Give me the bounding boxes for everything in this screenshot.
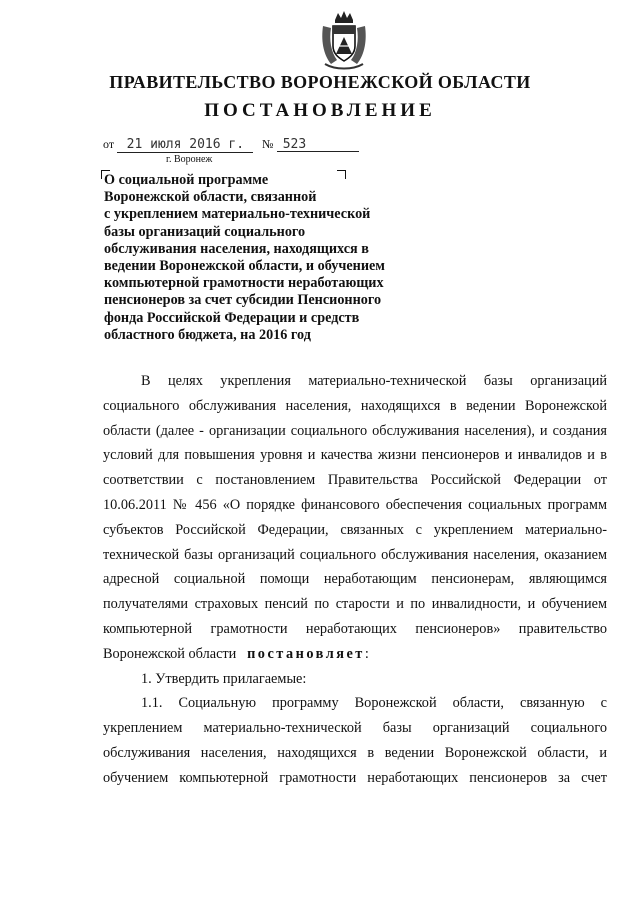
subject-line: пенсионеров за счет субсидии Пенсионного [104, 292, 382, 309]
body-line: социального обслуживания населения, находящихся в ведении Воронежской [103, 397, 607, 414]
subject-line: О социальной программе [104, 172, 269, 188]
subject-line: компьютерной грамотности неработающих [104, 275, 384, 292]
subject-block [104, 172, 404, 344]
body-line: компьютерной грамотности неработающих пенсионеров» правительство [103, 620, 607, 637]
decree-line [103, 642, 607, 667]
body-text [103, 369, 607, 791]
item-1: 1. Утвердить прилагаемые: [141, 670, 307, 687]
item-1-1-line: укреплением материально-технической базы организаций социального [103, 720, 607, 737]
city-label: г. Воронеж [166, 154, 213, 165]
coat-of-arms-icon [315, 10, 373, 70]
decree-prefix: Воронежской области [103, 645, 237, 662]
body-line: области (далее - организации социального обслуживания населения), и создания [103, 422, 607, 439]
body-line: соответствии с постановлением Правительства Российской Федерации от [103, 472, 607, 489]
number-value: 523 [277, 137, 359, 152]
government-title: ПРАВИТЕЛЬСТВО ВОРОНЕЖСКОЙ ОБЛАСТИ [109, 72, 531, 92]
body-line: В целях укрепления материально-технической базы организаций [141, 373, 607, 389]
item-1-1-line: 1.1. Социальную программу Воронежской области, связанную с [141, 695, 607, 712]
body-line: условий для повышения уровня и качества жизни пенсионеров и инвалидов и в [103, 447, 607, 464]
subject-line: базы организаций социального [104, 223, 306, 240]
number-label: № [262, 137, 274, 151]
subject-line: Воронежской области, связанной [104, 189, 317, 206]
item-1-1-line: обучением компьютерной грамотности неработающих пенсионеров за счет [103, 769, 607, 786]
body-line: субъектов Российской Федерации, связанных с укреплением материально- [103, 521, 607, 538]
body-line: технической базы организаций социального обслуживания населения, оказанием [103, 546, 607, 563]
subject-line: ведении Воронежской области, и обучением [104, 258, 385, 275]
decree-suffix: : [364, 645, 369, 662]
item-1-1-line: обслуживания населения, находящихся в ведении Воронежской области, и [103, 744, 607, 761]
subject-line: с укреплением материально-технической [104, 206, 371, 223]
body-line: получателями страховых пенсий по старости и по инвалидности, и обучением [103, 596, 607, 613]
body-line: адресной социальной помощи неработающим пенсионерам, являющимся [103, 571, 607, 588]
document-type: ПОСТАНОВЛЕНИЕ [204, 100, 436, 121]
date-label: от [103, 137, 115, 151]
number-line [262, 136, 359, 152]
decree-word: постановляет [247, 645, 365, 662]
date-value: 21 июля 2016 г. [117, 137, 253, 153]
subject-line: обслуживания населения, находящихся в [104, 240, 369, 257]
date-line [103, 136, 253, 153]
body-line: 10.06.2011 № 456 «О порядке финансового обеспечения социальных программ [103, 496, 607, 513]
subject-line: фонда Российской Федерации и средств [104, 309, 360, 326]
subject-line: областного бюджета, на 2016 год [104, 326, 311, 343]
